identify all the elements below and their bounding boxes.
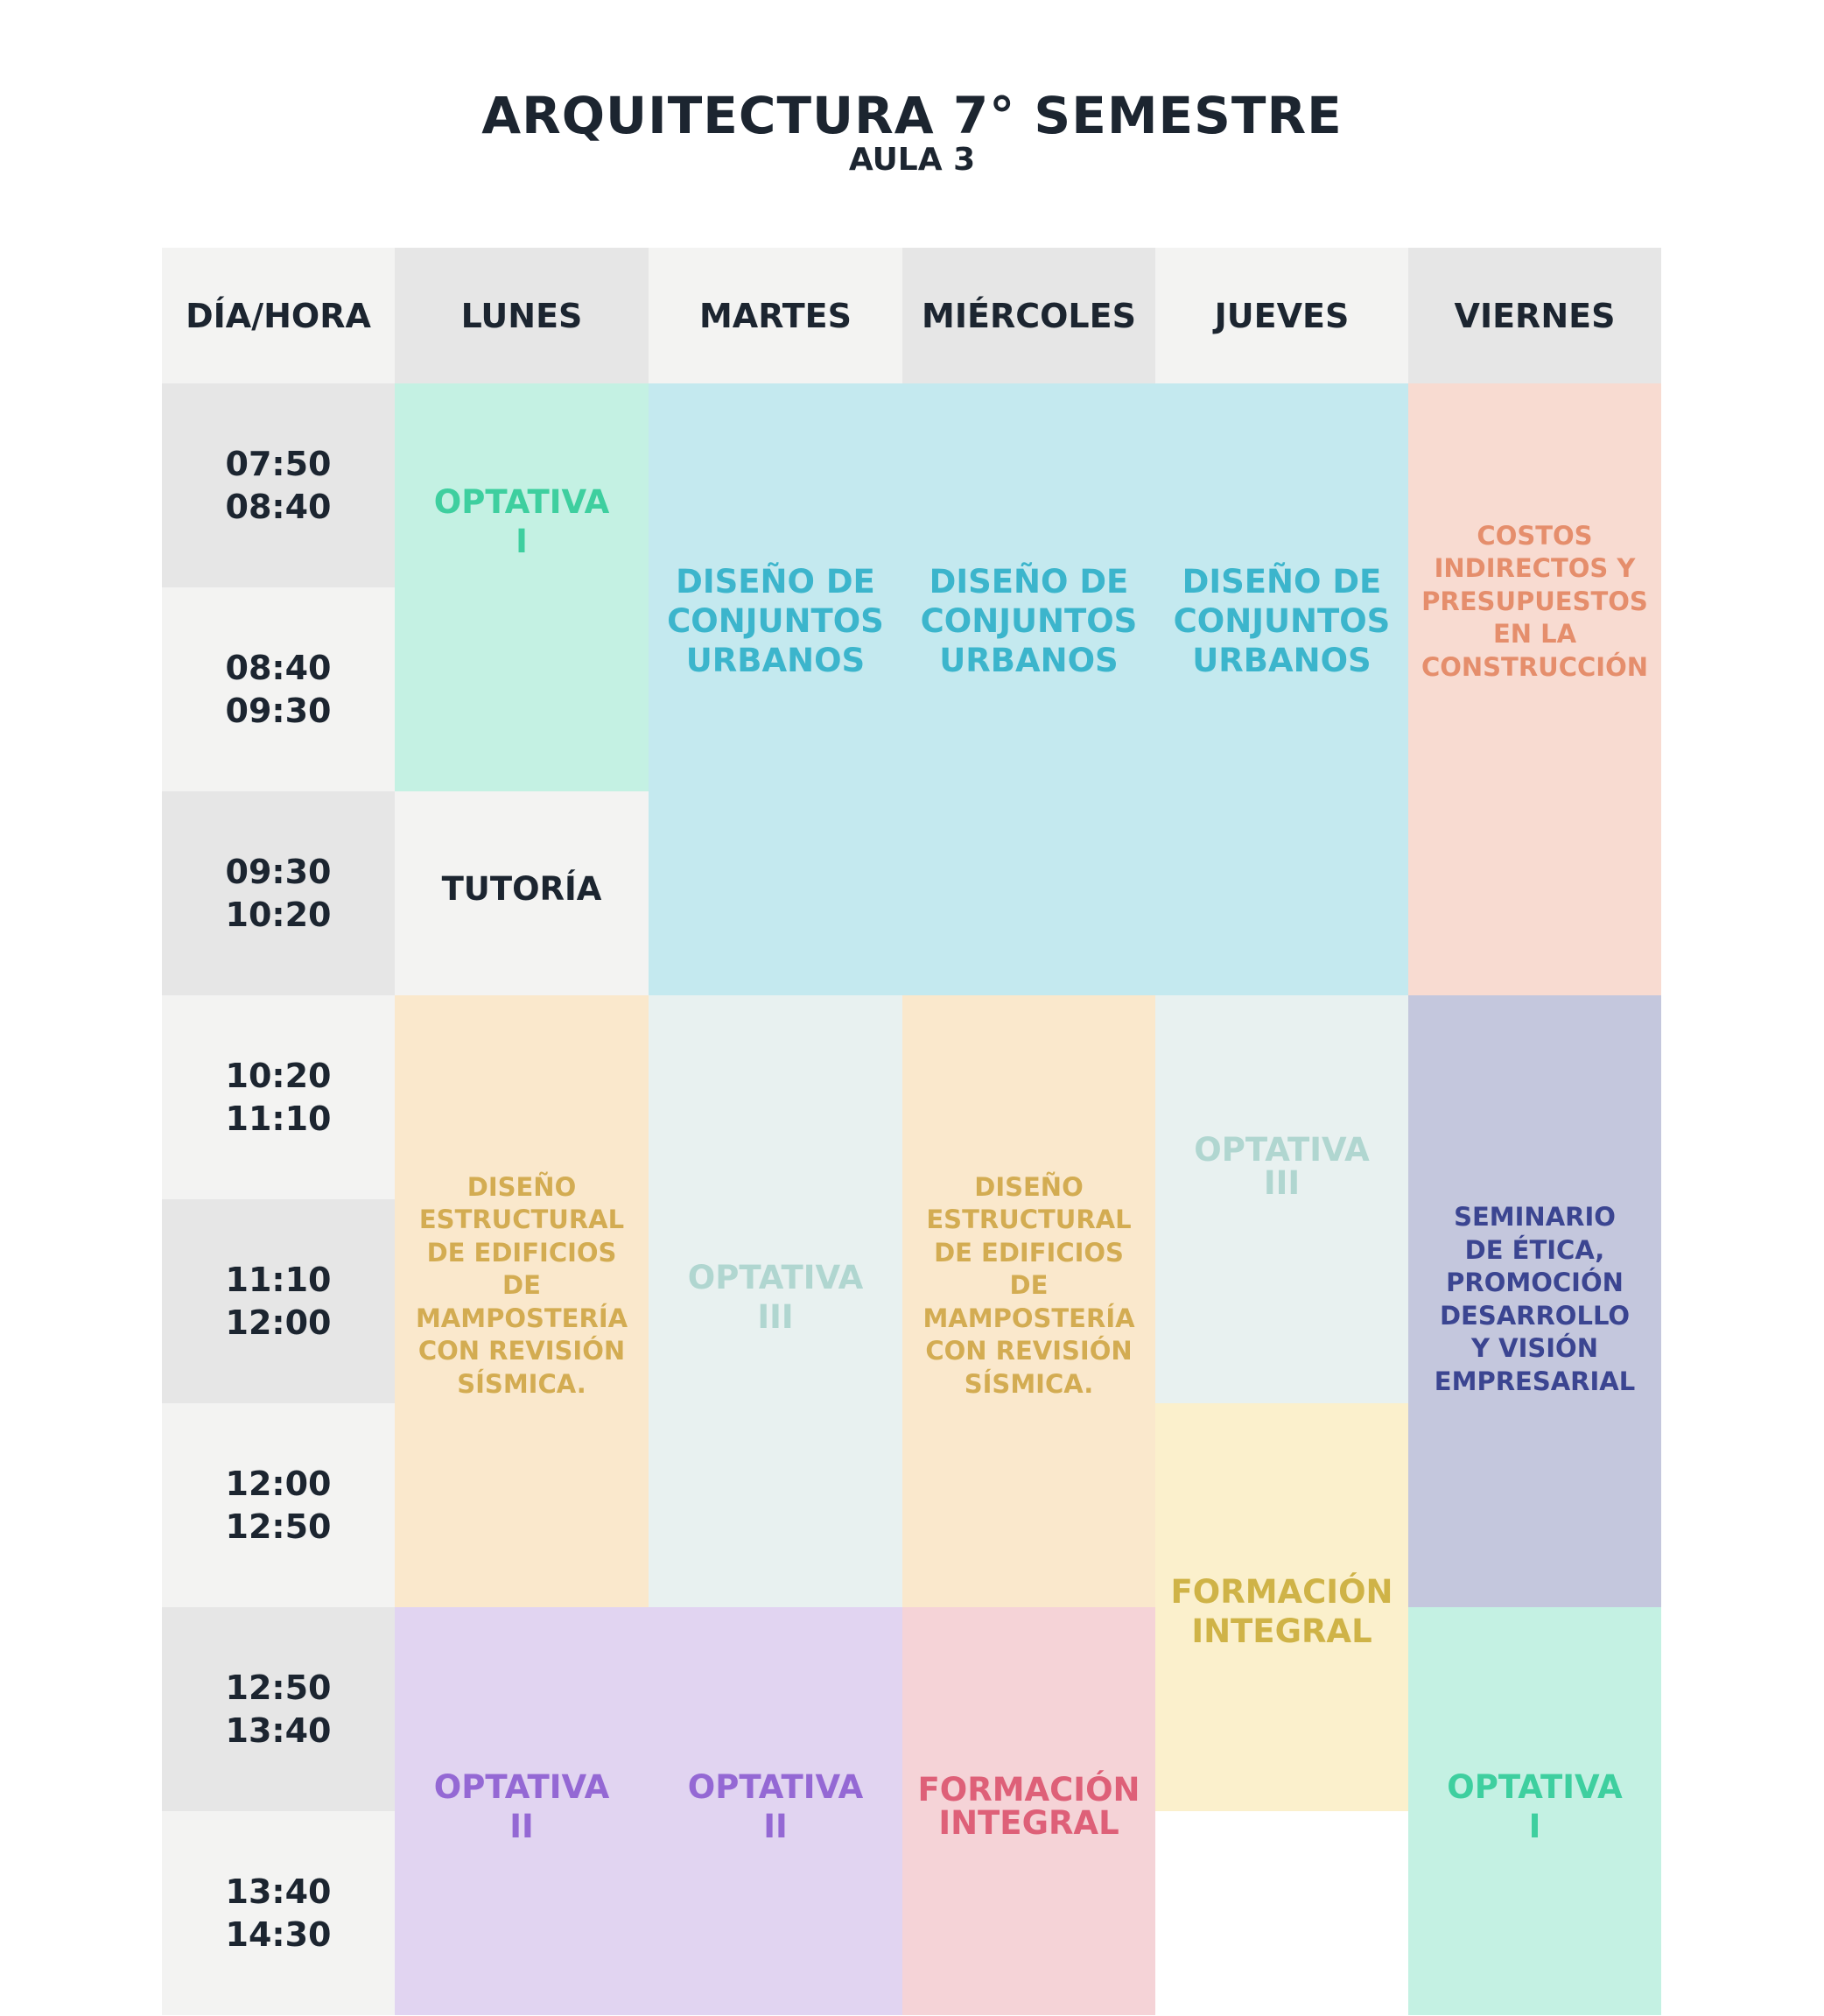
time-slot-2: 08:40 09:30 xyxy=(162,587,395,791)
class-martes-optativa-3: OPTATIVA III xyxy=(649,995,902,1607)
time-slot-7: 12:50 13:40 xyxy=(162,1607,395,1811)
class-viernes-optativa-1: OPTATIVA I xyxy=(1408,1607,1661,2015)
page-subtitle: AULA 3 xyxy=(848,142,976,178)
class-viernes-costos: COSTOS INDIRECTOS Y PRESUPUESTOS EN LA CONSTRUCCIÓN xyxy=(1408,383,1661,995)
schedule-grid xyxy=(162,248,1661,2016)
class-miercoles-diseno-conjuntos: DISEÑO DE CONJUNTOS URBANOS xyxy=(902,383,1155,995)
class-jueves-formacion-integral: FORMACIÓN INTEGRAL xyxy=(1155,1403,1408,1811)
time-slot-5: 11:10 12:00 xyxy=(162,1199,395,1403)
class-lunes-tutoria: TUTORÍA xyxy=(395,791,649,995)
time-slot-8: 13:40 14:30 xyxy=(162,1811,395,2015)
class-miercoles-formacion-integral: FORMACIÓN INTEGRAL xyxy=(902,1607,1155,2015)
page-title: ARQUITECTURA 7° SEMESTRE xyxy=(481,86,1343,145)
time-slot-6: 12:00 12:50 xyxy=(162,1403,395,1607)
header-day-viernes: VIERNES xyxy=(1408,248,1661,383)
class-jueves-diseno-conjuntos: DISEÑO DE CONJUNTOS URBANOS xyxy=(1155,383,1408,995)
class-martes-diseno-conjuntos: DISEÑO DE CONJUNTOS URBANOS xyxy=(649,383,902,995)
time-slot-3: 09:30 10:20 xyxy=(162,791,395,995)
header-day-miercoles: MIÉRCOLES xyxy=(902,248,1155,383)
class-martes-optativa-2: OPTATIVA II xyxy=(649,1607,902,2015)
time-slot-4: 10:20 11:10 xyxy=(162,995,395,1199)
time-slot-1: 07:50 08:40 xyxy=(162,383,395,587)
class-lunes-optativa-1: OPTATIVA I xyxy=(395,383,649,791)
class-lunes-diseno-estructural: DISEÑO ESTRUCTURAL DE EDIFICIOS DE MAMPOSTERÍA CON REVISIÓN SÍSMICA. xyxy=(395,995,649,1607)
class-miercoles-diseno-estructural: DISEÑO ESTRUCTURAL DE EDIFICIOS DE MAMPOSTERÍA CON REVISIÓN SÍSMICA. xyxy=(902,995,1155,1607)
header-day-lunes: LUNES xyxy=(395,248,649,383)
header-day-jueves: JUEVES xyxy=(1155,248,1408,383)
header-corner: DÍA/HORA xyxy=(162,248,395,383)
header-day-martes: MARTES xyxy=(649,248,902,383)
class-viernes-seminario: SEMINARIO DE ÉTICA, PROMOCIÓN DESARROLLO Y VISIÓN EMPRESARIAL xyxy=(1408,995,1661,1607)
class-jueves-optativa-3: OPTATIVA III xyxy=(1155,995,1408,1403)
class-lunes-optativa-2: OPTATIVA II xyxy=(395,1607,649,2015)
